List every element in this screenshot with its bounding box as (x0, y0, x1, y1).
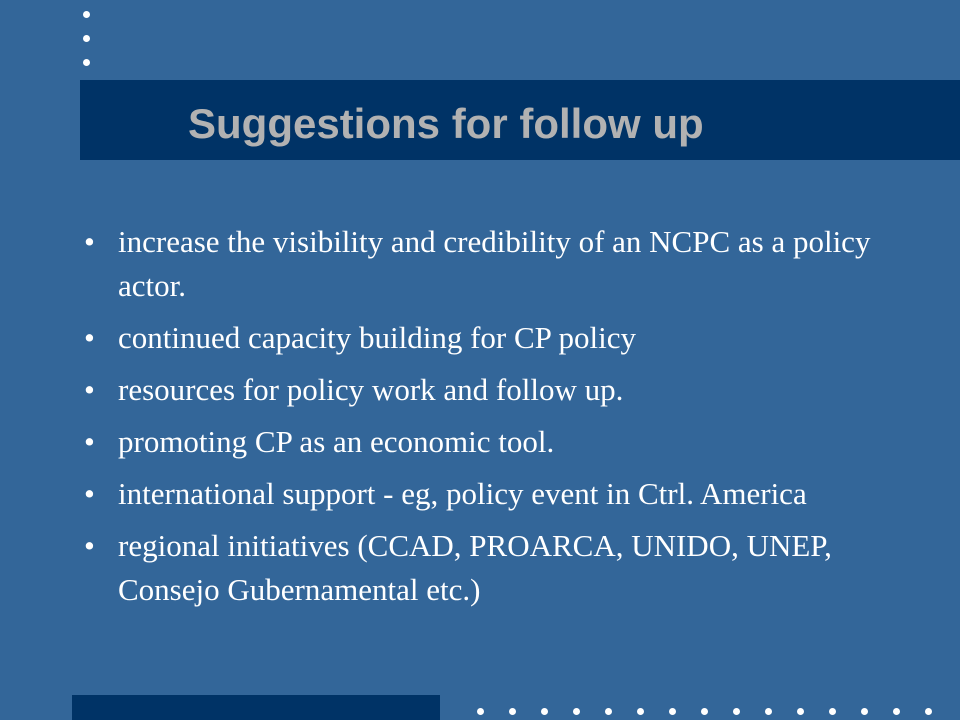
decorative-dot (925, 708, 932, 715)
bullet-item (84, 420, 884, 464)
bullet-marker: • (84, 476, 95, 511)
bullet-item (84, 524, 884, 612)
bullet-item (84, 368, 884, 412)
bullet-item (84, 316, 884, 360)
bullet-text: resources for policy work and follow up. (118, 372, 624, 407)
decorative-dot (83, 59, 90, 66)
decorative-dot (829, 708, 836, 715)
decorative-dot (861, 708, 868, 715)
bullet-text: increase the visibility and credibility of an NCPC as a policy actor. (118, 224, 871, 303)
decorative-dot (83, 11, 90, 18)
bullet-item (84, 472, 884, 516)
bullet-marker: • (84, 320, 95, 355)
slide-title: Suggestions for follow up (188, 100, 704, 147)
decorative-dot (83, 35, 90, 42)
decorative-dot (509, 708, 516, 715)
decorative-dot (637, 708, 644, 715)
bullet-marker: • (84, 424, 95, 459)
bullet-text: regional initiatives (CCAD, PROARCA, UNIDO, UNEP, Consejo Gubernamental etc.) (118, 528, 832, 607)
decorative-dot (573, 708, 580, 715)
decorative-dot (765, 708, 772, 715)
bullet-text: continued capacity building for CP policy (118, 320, 636, 355)
decorative-dot (541, 708, 548, 715)
bottom-band (72, 695, 440, 720)
decorative-dot (701, 708, 708, 715)
decorative-dot (605, 708, 612, 715)
decorative-dot (733, 708, 740, 715)
decorative-dot (797, 708, 804, 715)
bullet-item (84, 220, 884, 308)
bullet-marker: • (84, 224, 95, 259)
decorative-dot (893, 708, 900, 715)
decorative-dot (477, 708, 484, 715)
bullet-text: international support - eg, policy event in Ctrl. America (118, 476, 807, 511)
bullet-text: promoting CP as an economic tool. (118, 424, 555, 459)
bullet-list (84, 220, 884, 620)
decorative-dot (669, 708, 676, 715)
bullet-marker: • (84, 528, 95, 563)
bullet-marker: • (84, 372, 95, 407)
